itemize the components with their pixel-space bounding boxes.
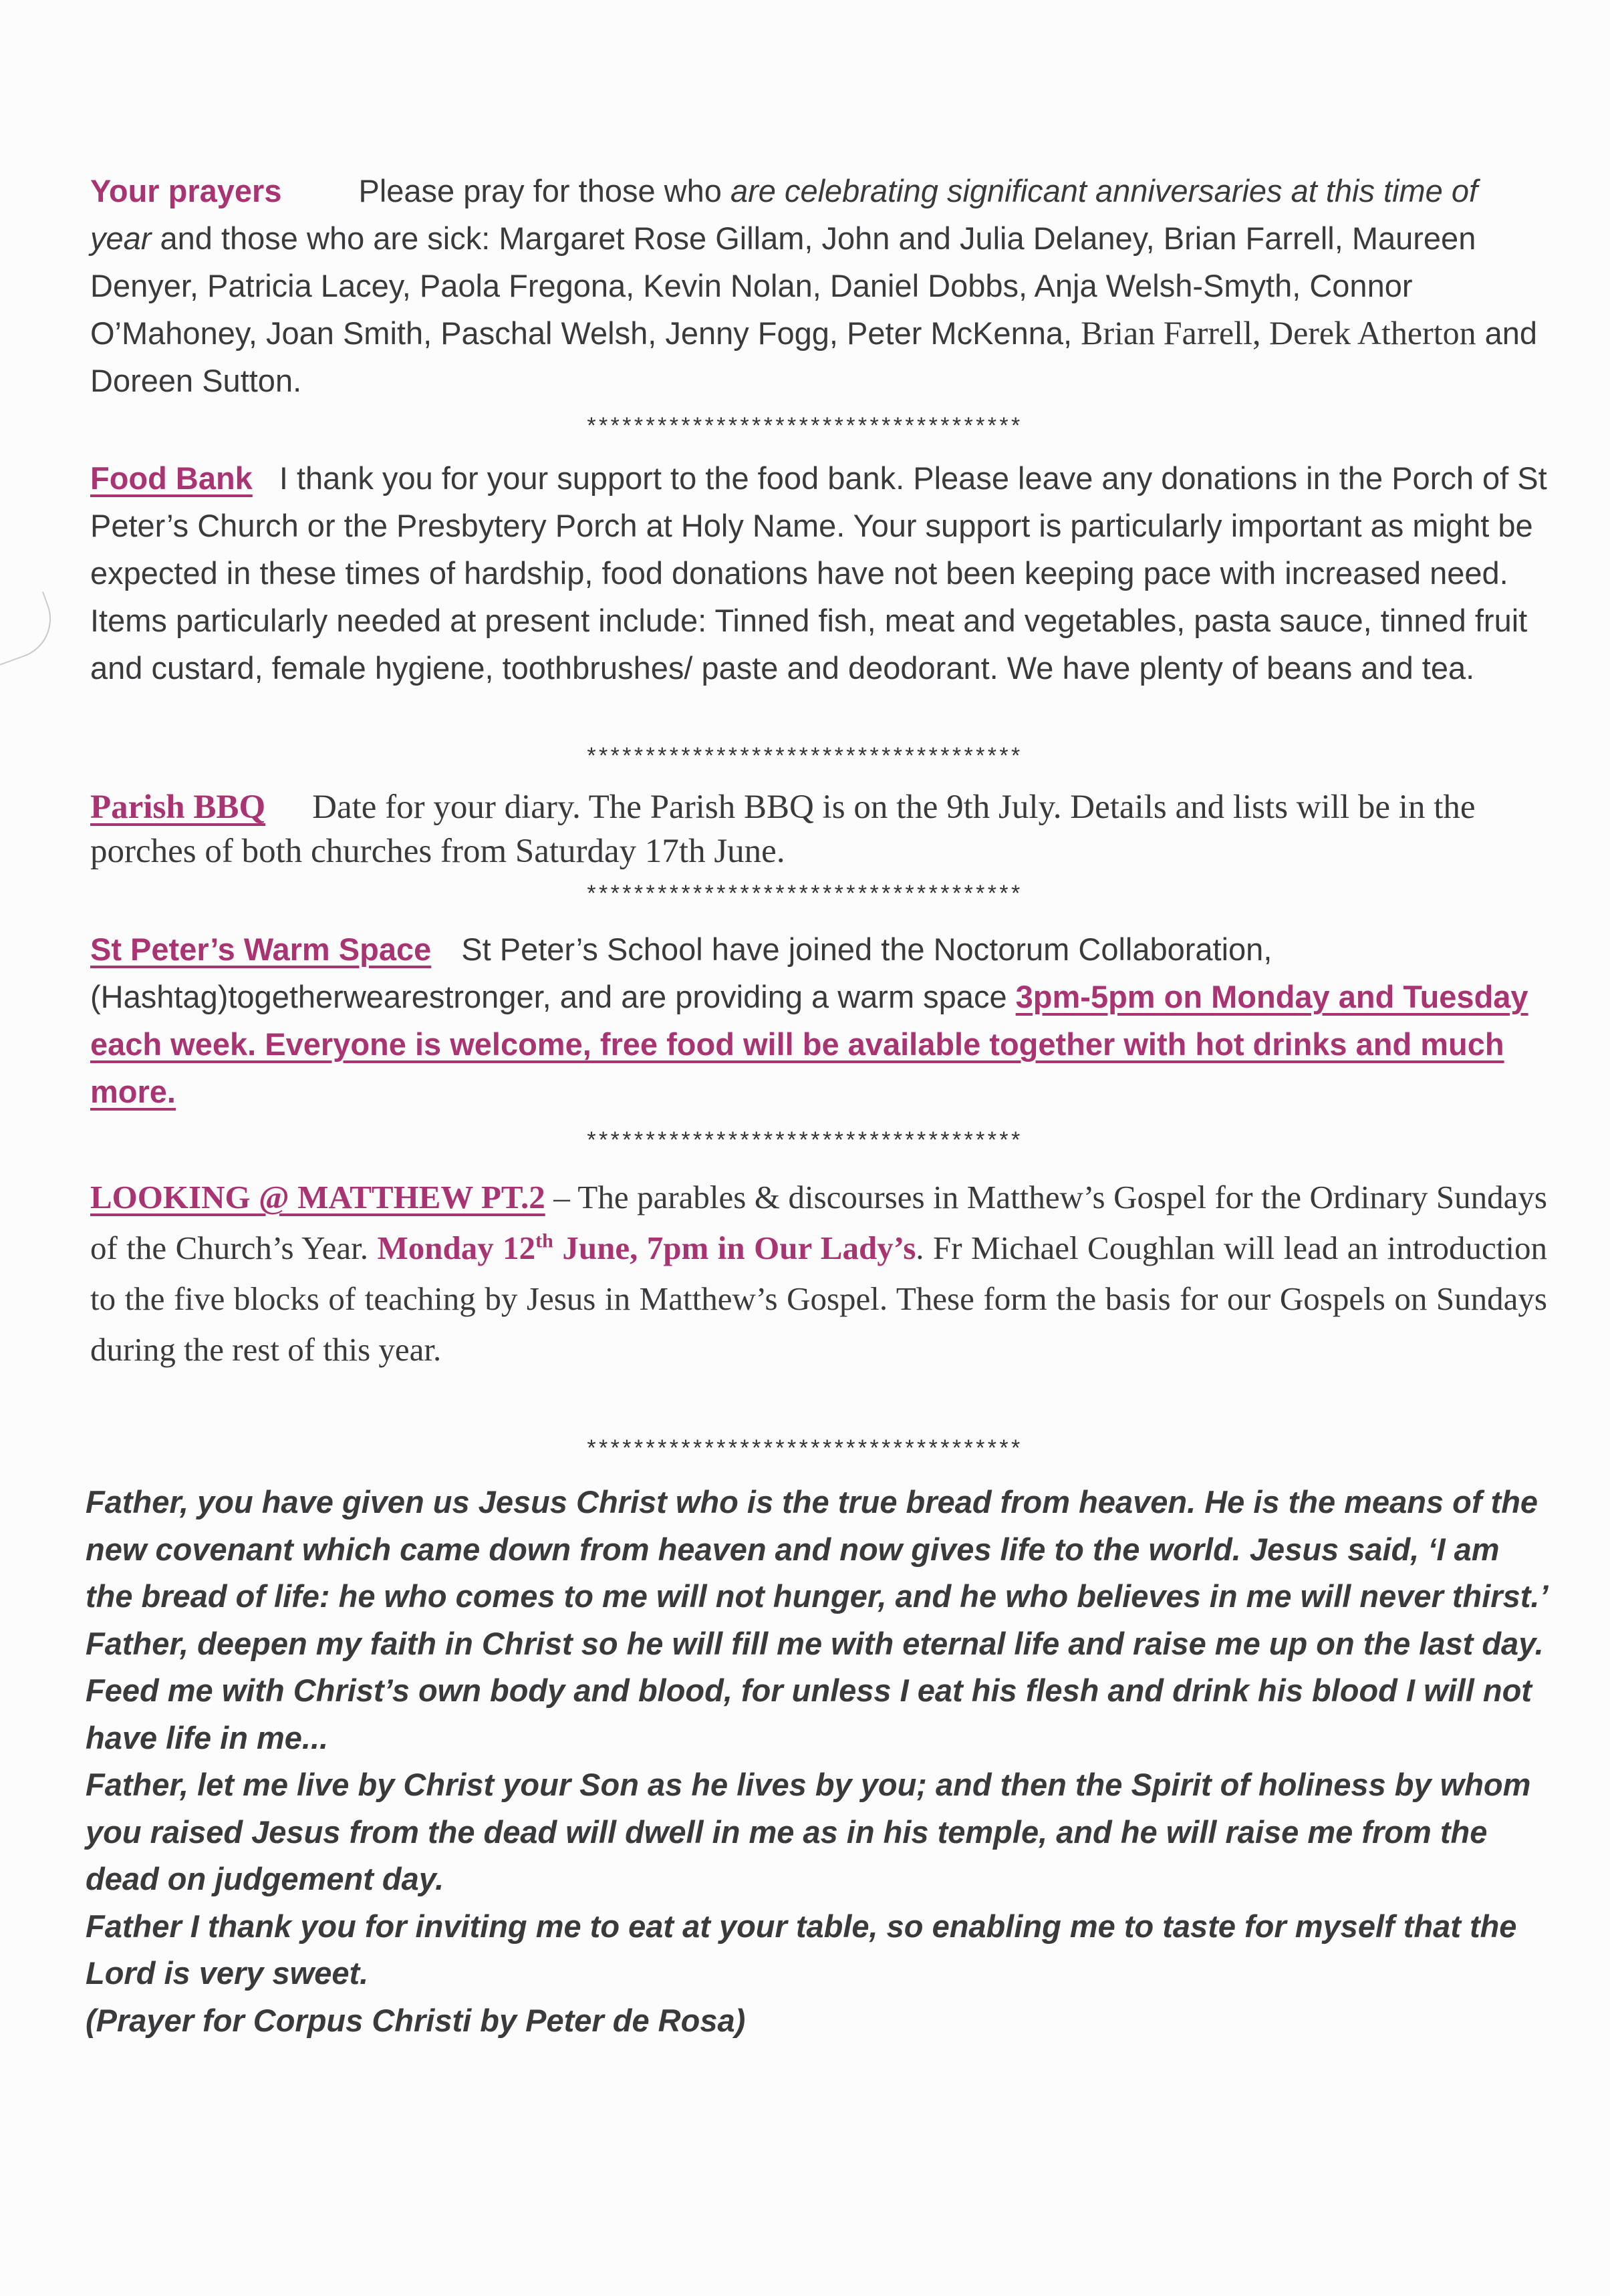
scan-mark: [0, 591, 62, 666]
separator: *************************************: [587, 881, 1023, 906]
prayers-text-a: Please pray for those who: [358, 173, 730, 208]
separator: *************************************: [587, 1435, 1023, 1461]
matthew-section: [90, 1172, 1547, 1375]
food-bank-heading: Food Bank: [90, 460, 253, 496]
warm-space-section: [90, 925, 1547, 1115]
matthew-text-b: . Fr Michael Coughlan will lead an introduction to the five blocks of teaching by Jesus in Matthew’s Gospel. These form the basis for our Gospels on Sundays during the rest of this year.: [90, 1230, 1547, 1368]
matthew-highlight-a: Monday 12: [377, 1230, 536, 1266]
warm-space-highlight: 3pm-5pm on Monday and Tuesday each week. Everyone is welcome, free food will be available together with hot drinks and much more.: [90, 979, 1528, 1109]
bbq-heading: Parish BBQ: [90, 788, 266, 826]
separator: *************************************: [587, 1127, 1023, 1153]
prayers-text-serif: Brian Farrell, Derek Atherton: [1081, 314, 1476, 351]
prayer-paragraph: Father I thank you for inviting me to eat at your table, so enabling me to taste for myself that the Lord is very sweet.: [86, 1908, 1517, 1991]
prayer-paragraph: Father, deepen my faith in Christ so he will fill me with eternal life and raise me up on the last day. Feed me with Christ’s own body and blood, for unless I eat his flesh and drink his blood I will not have life in me...: [86, 1625, 1544, 1755]
prayer-paragraph: Father, you have given us Jesus Christ who is the true bread from heaven. He is the means of the new covenant which came down from heaven and now gives life to the world. Jesus said, ‘I am the bread of life: he who comes to me will not hunger, and he who believes in me will never thirst.’: [86, 1484, 1549, 1614]
separator: *************************************: [587, 413, 1023, 438]
food-bank-text: I thank you for your support to the food bank. Please leave any donations in the Porch of St Peter’s Church or the Presbytery Porch at Holy Name. Your support is particularly important as might be expected in these times of hardship, food donations have not been keeping pace with increased need. Items particularly needed at present include: Tinned fish, meat and vegetables, pasta sauce, tinned fruit and custard, female hygiene, toothbrushes/ paste and deodorant. We have plenty of beans and tea.: [90, 460, 1547, 686]
matthew-highlight-b: June, 7pm in Our Lady’s: [553, 1230, 916, 1266]
separator: *************************************: [587, 743, 1023, 768]
prayers-text-italic: are celebrating significant anniversaries at this time of year: [90, 173, 1478, 256]
prayer-section: [86, 1479, 1549, 2044]
food-bank-section: [90, 454, 1547, 692]
prayer-paragraph: Father, let me live by Christ your Son as he lives by you; and then the Spirit of holiness by whom you raised Jesus from the dead will dwell in me as in his temple, and he will raise me from the dead on judgement day.: [86, 1767, 1531, 1896]
bbq-text: Date for your diary. The Parish BBQ is on the 9th July. Details and lists will be in the porches of both churches from Saturday 17th June.: [90, 788, 1476, 870]
matthew-highlight-sup: th: [535, 1230, 553, 1252]
matthew-heading: LOOKING @ MATTHEW PT.2: [90, 1179, 545, 1215]
prayer-attribution: (Prayer for Corpus Christi by Peter de Rosa): [86, 2002, 746, 2038]
matthew-text-a: – The parables & discourses in Matthew’s Gospel for the Ordinary Sundays of the Church’s Year.: [90, 1179, 1547, 1266]
warm-space-heading: St Peter’s Warm Space: [90, 931, 432, 967]
bbq-section: [90, 785, 1547, 873]
prayers-section: [90, 167, 1547, 404]
warm-space-text: St Peter’s School have joined the Noctorum Collaboration, (Hashtag)togetherwearestronger, and are providing a warm space: [90, 931, 1272, 1014]
prayers-heading: Your prayers: [90, 173, 282, 208]
prayers-text-c: and Doreen Sutton.: [90, 315, 1538, 398]
prayers-text-b: and those who are sick: Margaret Rose Gillam, John and Julia Delaney, Brian Farrell, Maureen Denyer, Patricia Lacey, Paola Fregona, Kevin Nolan, Daniel Dobbs, Anja Welsh-Smyth, Connor O’Mahoney, Joan Smith, Paschal Welsh, Jenny Fogg, Peter McKenna,: [90, 221, 1476, 351]
